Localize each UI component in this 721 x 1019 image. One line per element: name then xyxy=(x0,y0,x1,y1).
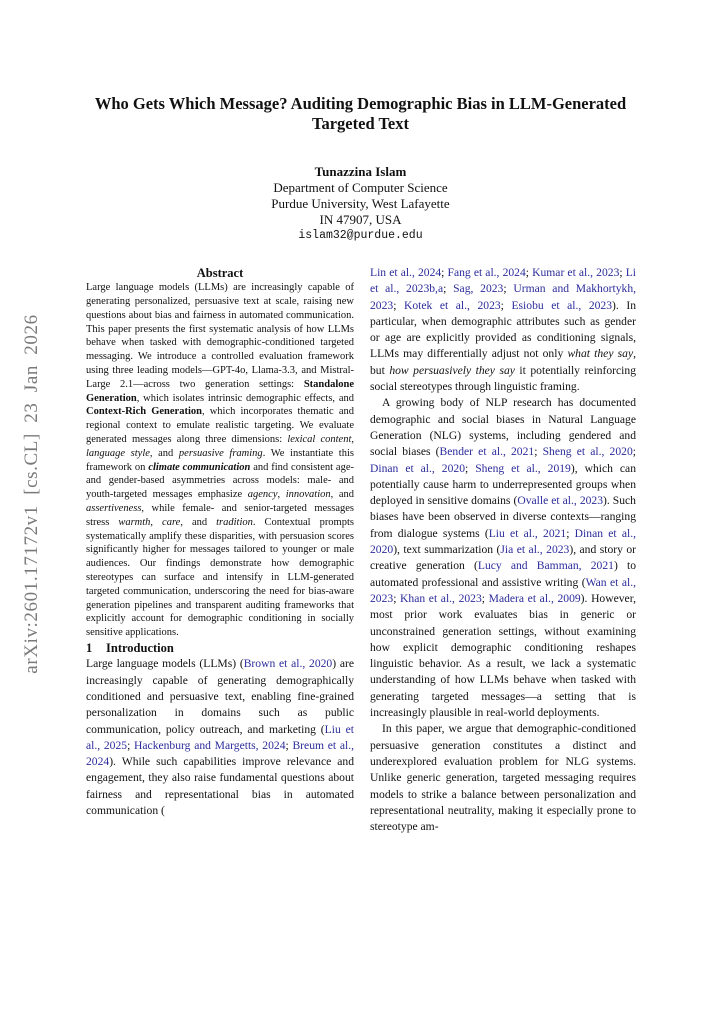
arxiv-sidebar xyxy=(1,300,63,688)
citation-link[interactable]: Urman and Makhortykh, 2023 xyxy=(370,282,637,312)
title-line-1: Who Gets Which Message? Auditing Demographic Bias in LLM-Generated xyxy=(94,94,627,113)
citation-link[interactable]: Lin et al., 2024 xyxy=(370,266,442,279)
abstract-heading: Abstract xyxy=(196,266,244,280)
citation-link[interactable]: Kotek et al., 2023 xyxy=(403,298,501,312)
citation-link[interactable]: Dinan et al., 2020 xyxy=(370,526,636,557)
left-column xyxy=(86,265,354,819)
citation-link[interactable]: Dinan et al., 2020 xyxy=(370,461,465,475)
citation-link[interactable]: Khan et al., 2023 xyxy=(400,591,482,605)
affiliation-department: Department of Computer Science xyxy=(273,180,448,195)
paper-title xyxy=(60,94,661,134)
citation-link[interactable]: Hackenburg and Margetts, 2024 xyxy=(134,738,286,752)
citation-link[interactable]: Ovalle et al., 2023 xyxy=(517,494,604,508)
citation-link[interactable]: Sheng et al., 2020 xyxy=(542,445,633,459)
right-column xyxy=(370,265,636,835)
affiliation-university: Purdue University, West Lafayette xyxy=(271,196,450,211)
citation-link[interactable]: Liu et al., 2021 xyxy=(488,526,567,540)
citation-link[interactable]: Madera et al., 2009 xyxy=(488,591,581,605)
paper-header xyxy=(60,94,661,244)
abstract-text: Large language models (LLMs) are increasingly capable of generating personalized, persuasive text at scale, raising new questions about bias and fairness in automated communication. This paper presents the first systematic analysis of how LLMs behave when tasked with demographic-conditioned targeted messaging. We introduce a controlled evaluation framework using three leading models—GPT-4o, Llama-3.3, and Mistral-Large 2.1—across two generation settings: Standalone Generation, which isolates intrinsic demographic effects, and Context-Rich Generation, which incorporates thematic and regional context to emulate realistic targeting. We evaluate generated messages along three dimensions: lexical content, language style, and persuasive framing. We instantiate this framework on climate communication and find consistent age- and gender-based asymmetries across models: male- and youth-targeted messages emphasize agency, innovation, and assertiveness, while female- and senior-targeted messages stress warmth, care, and tradition. Contextual prompts systematically amplify these disparities, with persuasion scores significantly higher for messages tailored to younger or male audiences. Our findings demonstrate how demographic stereotypes can surface and intensify in LLM-generated targeted communication, underscoring the need for bias-aware generation pipelines and transparent auditing frameworks that explicitly account for demographic conditioning in socially sensitive applications. xyxy=(86,282,355,639)
section-heading-introduction: 1 Introduction xyxy=(86,641,174,656)
citation-link[interactable]: Kumar et al., 2023 xyxy=(532,266,620,279)
intro-paragraph-2: A growing body of NLP research has documented demographic and social biases in Natural Language Generation (NLG) systems, including gendered and social biases (Bender et al., 2021; Sheng et al., 2020; Dinan et al., 2020; Sheng et al., 2019), which can potentially cause harm to underrepresented groups when deployed in sensitive domains (Ovalle et al., 2023). Such biases have been observed in diverse contexts—ranging from dialogue systems (Liu et al., 2021; Dinan et al., 2020), text summarization (Jia et al., 2023), and story or creative generation (Lucy and Bamman, 2021) to automated professional and assistive writing (Wan et al., 2023; Khan et al., 2023; Madera et al., 2009). However, most prior work evaluates bias in generic or unconstrained generation settings, without examining how explicit demographic conditioning reshapes linguistic behavior. As a result, we lack a systematic understanding of how LLMs behave when tasked with generating targeted messages—a setting that is increasingly plausible in real-world deployments. xyxy=(370,396,637,720)
intro-paragraph-3: In this paper, we argue that demographic-conditioned persuasive generation constitutes a distinct and underexplored evaluation problem for NLG systems. Unlike generic generation, targeted messaging requires models to strike a balance between personalization and representational neutrality, making it especially prone to stereotype am- xyxy=(370,722,636,834)
citation-link[interactable]: Jia et al., 2023 xyxy=(500,543,570,557)
citation-link[interactable]: Breum et al., 2024 xyxy=(86,738,354,769)
citation-link[interactable]: Li et al., 2023b,a xyxy=(370,266,637,296)
author-name: Tunazzina Islam xyxy=(314,164,407,179)
citation-link[interactable]: Bender et al., 2021 xyxy=(439,445,535,459)
affiliation-address: IN 47907, USA xyxy=(319,212,402,227)
citation-link[interactable]: Liu et al., 2025 xyxy=(86,722,354,752)
citation-link[interactable]: Esiobu et al., 2023 xyxy=(511,298,613,312)
author-block xyxy=(60,164,661,244)
intro-paragraph-1-cont: Lin et al., 2024; Fang et al., 2024; Kumar et al., 2023; Li et al., 2023b,a; Sag, 2023; Urman and Makhortykh, 2023; Kotek et al., 2023; Esiobu et al., 2023). In particular, when demographic attributes such as gender or age are explicitly provided as conditioning signals, LLMs may differentially adjust not only what they say, but how persuasively they say it potentially reinforcing social stereotypes through linguistic framing. xyxy=(370,266,637,394)
citation-link[interactable]: Fang et al., 2024 xyxy=(447,266,526,279)
author-email: islam32@purdue.edu xyxy=(298,229,423,242)
intro-paragraph-1: Large language models (LLMs) (Brown et al., 2020) are increasingly capable of generating demographically conditioned and persuasive text, enabling fine-grained personalization in domains such as public communication, policy outreach, and marketing (Liu et al., 2025; Hackenburg and Margetts, 2024; Breum et al., 2024). While such capabilities improve relevance and engagement, they also raise fundamental questions about fairness and representational bias in automated communication ( xyxy=(86,657,354,817)
citation-link[interactable]: Brown et al., 2020 xyxy=(243,657,333,671)
citation-link[interactable]: Wan et al., 2023 xyxy=(370,575,636,605)
citation-link[interactable]: Sag, 2023 xyxy=(453,282,504,296)
arxiv-identifier: arXiv:2601.17172v1 [cs.CL] 23 Jan 2026 xyxy=(21,314,42,674)
citation-link[interactable]: Sheng et al., 2019 xyxy=(475,461,571,475)
title-line-2: Targeted Text xyxy=(311,114,410,133)
citation-link[interactable]: Lucy and Bamman, 2021 xyxy=(477,559,614,573)
